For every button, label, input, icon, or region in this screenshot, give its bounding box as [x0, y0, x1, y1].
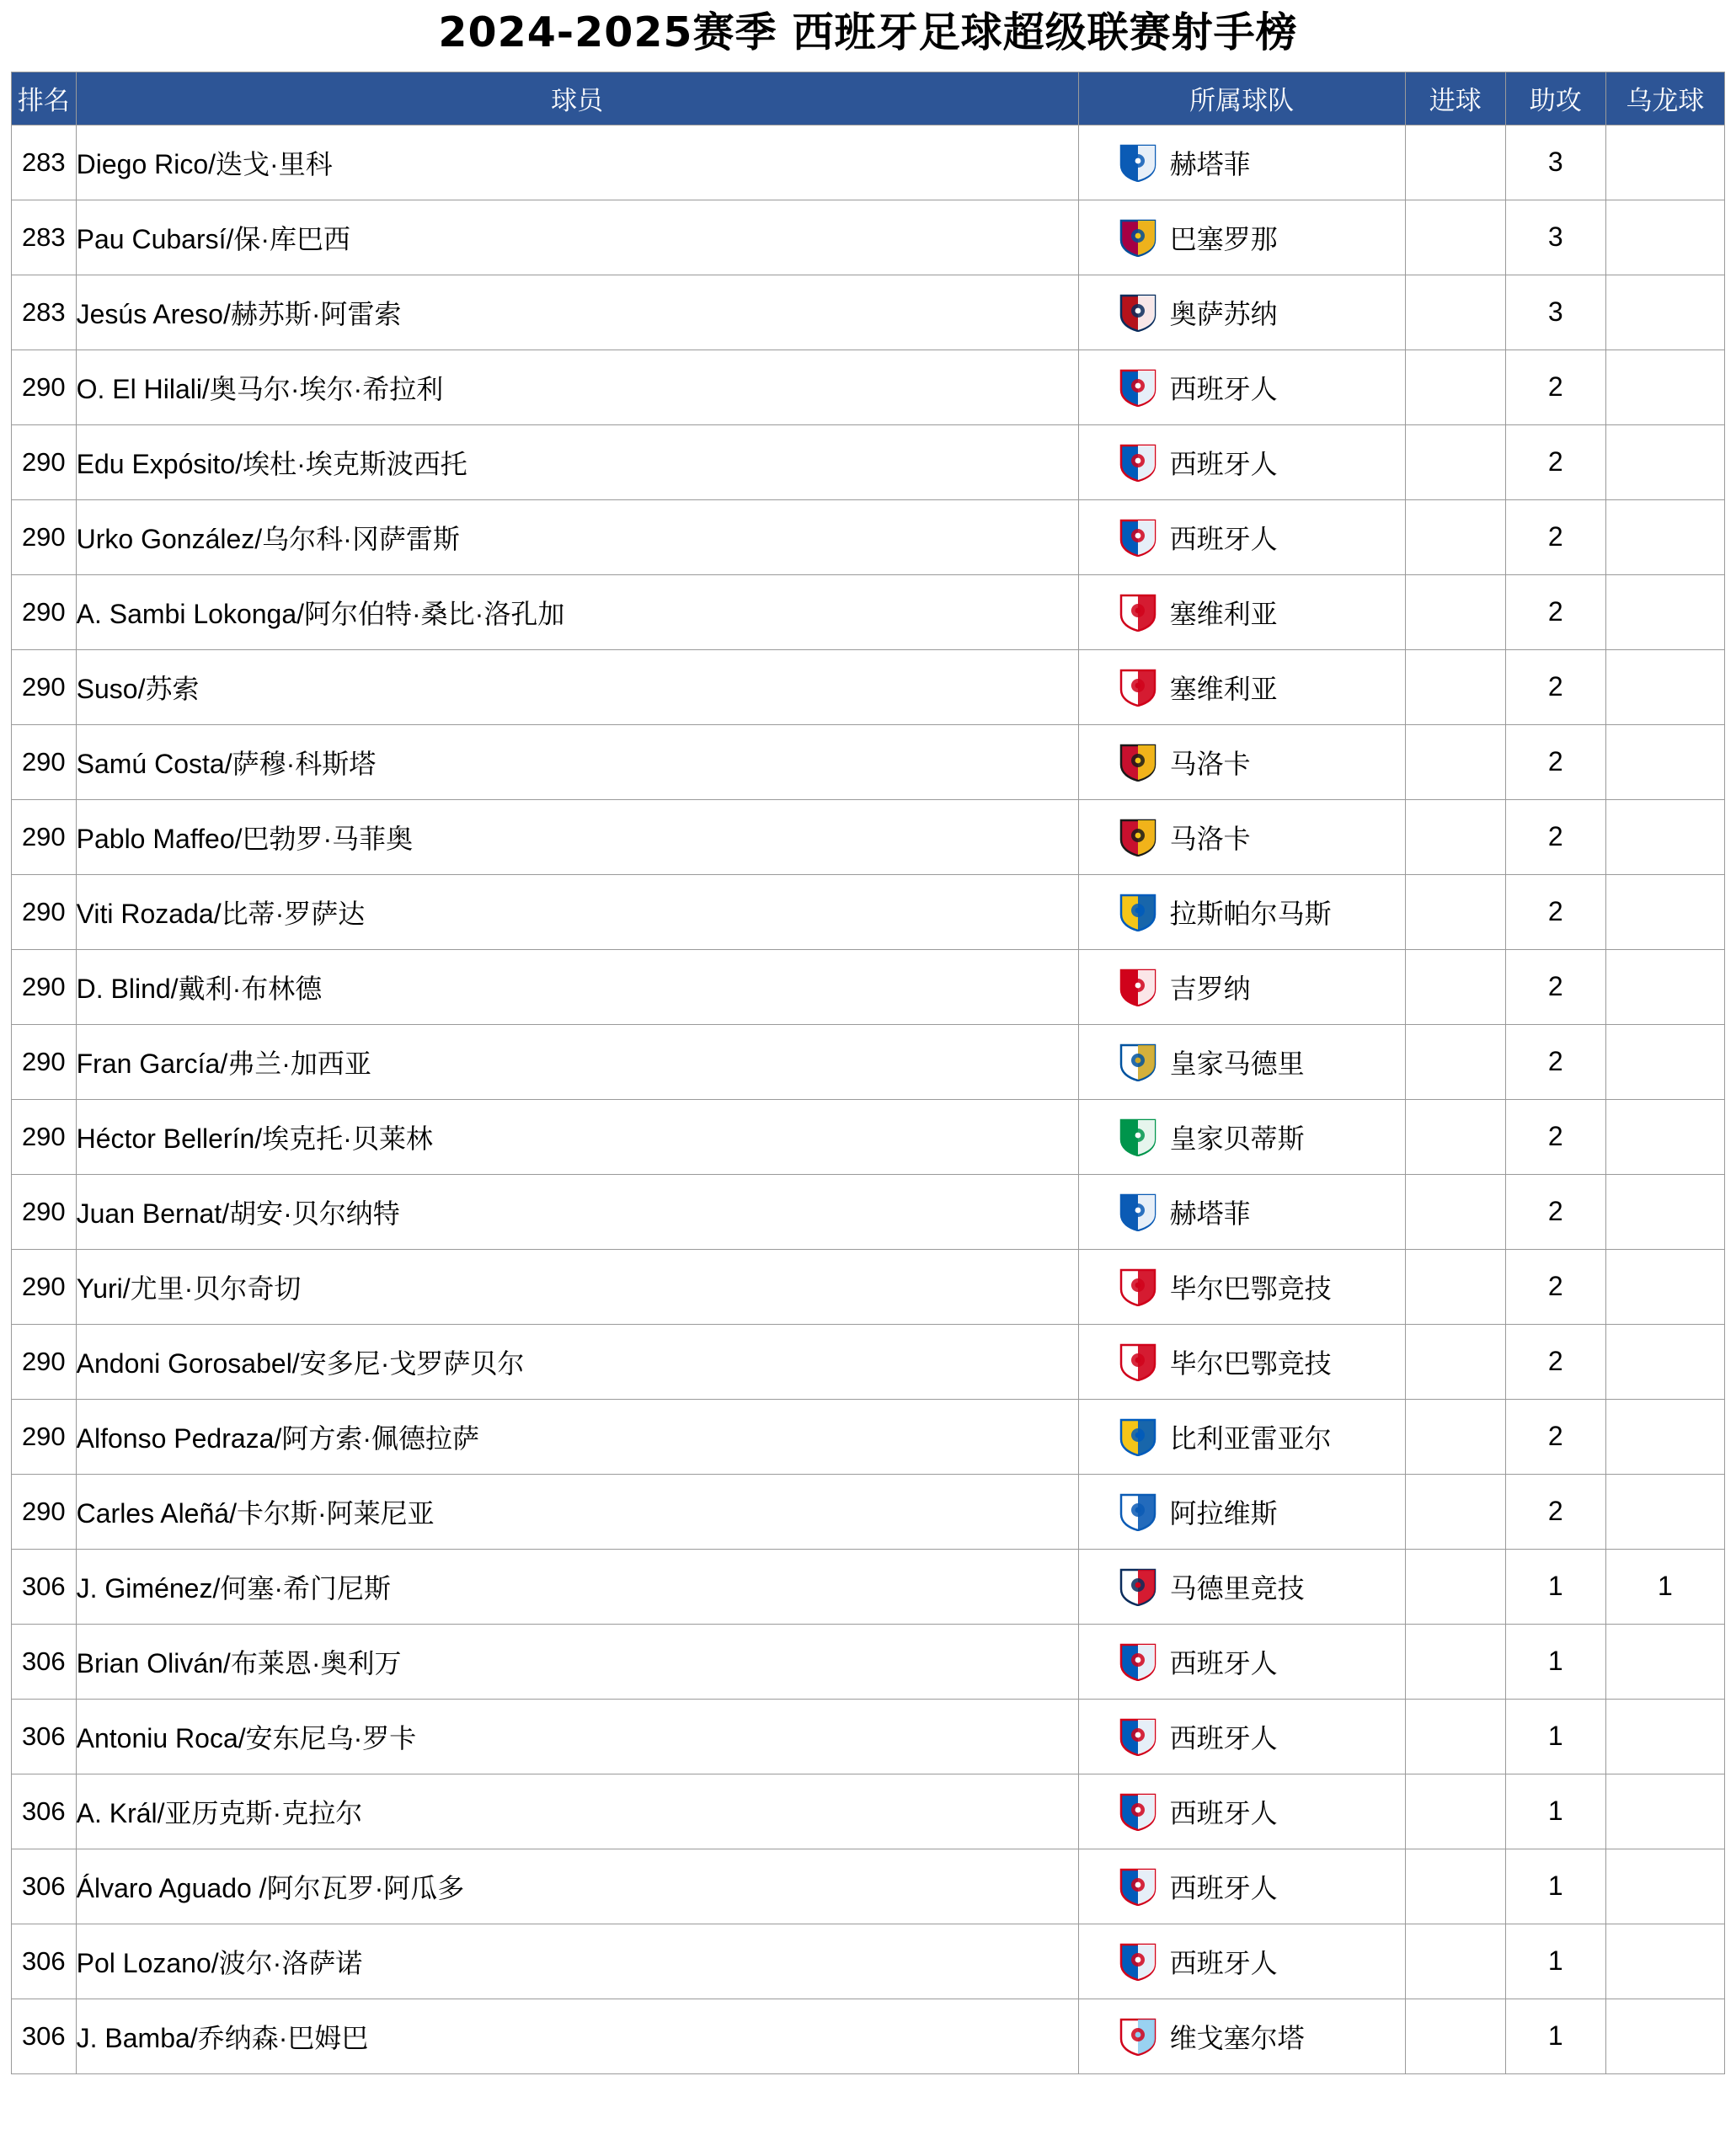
cell-player: A. Sambi Lokonga/阿尔伯特·桑比·洛孔加 — [76, 574, 1078, 649]
column-header-team: 所属球队 — [1078, 72, 1405, 125]
team-crest-icon — [1119, 668, 1156, 707]
cell-assists: 2 — [1505, 1024, 1605, 1099]
cell-team — [1078, 275, 1405, 350]
cell-goals — [1405, 1474, 1505, 1549]
cell-team — [1078, 724, 1405, 799]
cell-rank: 306 — [12, 1849, 77, 1924]
cell-assists: 2 — [1505, 1249, 1605, 1324]
cell-goals — [1405, 949, 1505, 1024]
cell-player: Pau Cubarsí/保·库巴西 — [76, 200, 1078, 275]
cell-player: Samú Costa/萨穆·科斯塔 — [76, 724, 1078, 799]
cell-team — [1078, 1324, 1405, 1399]
team-name: 皇家贝蒂斯 — [1169, 1123, 1305, 1154]
cell-player: Alfonso Pedraza/阿方索·佩德拉萨 — [76, 1399, 1078, 1474]
cell-player: Pablo Maffeo/巴勃罗·马菲奥 — [76, 799, 1078, 874]
cell-assists: 2 — [1505, 649, 1605, 724]
cell-own-goals — [1605, 1024, 1724, 1099]
cell-rank: 283 — [12, 200, 77, 275]
cell-own-goals — [1605, 1699, 1724, 1774]
cell-player: D. Blind/戴利·布林德 — [76, 949, 1078, 1024]
table-row — [12, 1099, 1725, 1174]
table-row — [12, 649, 1725, 724]
cell-goals — [1405, 1324, 1505, 1399]
cell-player: Héctor Bellerín/埃克托·贝莱林 — [76, 1099, 1078, 1174]
cell-own-goals — [1605, 1399, 1724, 1474]
table-header-row — [12, 72, 1725, 125]
cell-goals — [1405, 799, 1505, 874]
cell-player: J. Giménez/何塞·希门尼斯 — [76, 1549, 1078, 1624]
table-row — [12, 200, 1725, 275]
cell-own-goals — [1605, 574, 1724, 649]
table-row — [12, 275, 1725, 350]
team-name: 奥萨苏纳 — [1169, 298, 1278, 329]
table-row — [12, 1849, 1725, 1924]
cell-goals — [1405, 125, 1505, 200]
cell-goals — [1405, 724, 1505, 799]
cell-own-goals — [1605, 949, 1724, 1024]
cell-goals — [1405, 1549, 1505, 1624]
cell-assists: 2 — [1505, 1099, 1605, 1174]
table-row — [12, 350, 1725, 424]
cell-team — [1078, 350, 1405, 424]
cell-assists: 2 — [1505, 424, 1605, 499]
cell-team — [1078, 200, 1405, 275]
cell-rank: 306 — [12, 1924, 77, 1999]
cell-rank: 290 — [12, 1399, 77, 1474]
cell-player: Viti Rozada/比蒂·罗萨达 — [76, 874, 1078, 949]
table-row — [12, 1474, 1725, 1549]
team-crest-icon — [1119, 1867, 1156, 1906]
team-crest-icon — [1119, 968, 1156, 1006]
cell-player: Edu Expósito/埃杜·埃克斯波西托 — [76, 424, 1078, 499]
cell-goals — [1405, 1174, 1505, 1249]
cell-assists: 2 — [1505, 799, 1605, 874]
team-crest-icon — [1119, 1642, 1156, 1681]
team-name: 拉斯帕尔马斯 — [1169, 898, 1332, 929]
cell-goals — [1405, 1999, 1505, 2073]
cell-assists: 1 — [1505, 1849, 1605, 1924]
team-name: 西班牙人 — [1169, 523, 1278, 554]
table-row — [12, 1399, 1725, 1474]
column-header-assists: 助攻 — [1505, 72, 1605, 125]
cell-rank: 290 — [12, 574, 77, 649]
team-crest-icon — [1119, 1492, 1156, 1531]
team-crest-icon — [1119, 293, 1156, 332]
team-name: 西班牙人 — [1169, 373, 1278, 404]
cell-rank: 290 — [12, 949, 77, 1024]
cell-goals — [1405, 574, 1505, 649]
cell-rank: 290 — [12, 350, 77, 424]
cell-own-goals — [1605, 1624, 1724, 1699]
cell-assists: 2 — [1505, 1324, 1605, 1399]
team-name: 赫塔菲 — [1169, 148, 1251, 179]
team-crest-icon — [1119, 1193, 1156, 1231]
cell-own-goals — [1605, 799, 1724, 874]
team-crest-icon — [1119, 818, 1156, 857]
cell-rank: 290 — [12, 1324, 77, 1399]
table-row — [12, 1249, 1725, 1324]
cell-assists: 3 — [1505, 275, 1605, 350]
cell-team — [1078, 1399, 1405, 1474]
cell-goals — [1405, 1024, 1505, 1099]
cell-own-goals — [1605, 874, 1724, 949]
team-crest-icon — [1119, 1567, 1156, 1606]
cell-player: Fran García/弗兰·加西亚 — [76, 1024, 1078, 1099]
cell-rank: 290 — [12, 799, 77, 874]
cell-rank: 290 — [12, 724, 77, 799]
cell-player: Urko González/乌尔科·冈萨雷斯 — [76, 499, 1078, 574]
table-row — [12, 874, 1725, 949]
cell-assists: 2 — [1505, 1399, 1605, 1474]
cell-goals — [1405, 350, 1505, 424]
cell-rank: 290 — [12, 1474, 77, 1549]
cell-team — [1078, 649, 1405, 724]
team-name: 西班牙人 — [1169, 1947, 1278, 1978]
cell-assists: 2 — [1505, 874, 1605, 949]
team-crest-icon — [1119, 1118, 1156, 1156]
table-body — [12, 125, 1725, 2073]
cell-rank: 283 — [12, 275, 77, 350]
cell-own-goals — [1605, 1324, 1724, 1399]
team-crest-icon — [1119, 218, 1156, 257]
cell-goals — [1405, 1099, 1505, 1174]
column-header-rank: 排名 — [12, 72, 77, 125]
cell-team — [1078, 1174, 1405, 1249]
table-row — [12, 1174, 1725, 1249]
table-row — [12, 1999, 1725, 2073]
team-name: 马德里竞技 — [1169, 1572, 1305, 1604]
cell-assists: 2 — [1505, 499, 1605, 574]
cell-own-goals — [1605, 649, 1724, 724]
table-row — [12, 499, 1725, 574]
cell-own-goals — [1605, 1924, 1724, 1999]
team-crest-icon — [1119, 1043, 1156, 1081]
table-row — [12, 1774, 1725, 1849]
cell-rank: 290 — [12, 649, 77, 724]
cell-assists: 1 — [1505, 1774, 1605, 1849]
table-row — [12, 125, 1725, 200]
cell-team — [1078, 1624, 1405, 1699]
cell-rank: 290 — [12, 424, 77, 499]
cell-own-goals — [1605, 350, 1724, 424]
team-crest-icon — [1119, 1417, 1156, 1456]
cell-team — [1078, 499, 1405, 574]
cell-assists: 2 — [1505, 574, 1605, 649]
cell-team — [1078, 574, 1405, 649]
cell-player: Juan Bernat/胡安·贝尔纳特 — [76, 1174, 1078, 1249]
cell-own-goals — [1605, 1099, 1724, 1174]
team-crest-icon — [1119, 593, 1156, 632]
cell-own-goals — [1605, 1174, 1724, 1249]
cell-assists: 1 — [1505, 1624, 1605, 1699]
team-name: 西班牙人 — [1169, 1797, 1278, 1828]
cell-team — [1078, 424, 1405, 499]
team-crest-icon — [1119, 1342, 1156, 1381]
cell-assists: 1 — [1505, 1924, 1605, 1999]
cell-rank: 283 — [12, 125, 77, 200]
cell-team — [1078, 1699, 1405, 1774]
cell-team — [1078, 125, 1405, 200]
cell-team — [1078, 874, 1405, 949]
cell-goals — [1405, 1399, 1505, 1474]
cell-goals — [1405, 874, 1505, 949]
table-row — [12, 799, 1725, 874]
cell-rank: 290 — [12, 1174, 77, 1249]
cell-rank: 306 — [12, 1624, 77, 1699]
column-header-goals: 进球 — [1405, 72, 1505, 125]
team-name: 吉罗纳 — [1169, 973, 1251, 1004]
cell-goals — [1405, 424, 1505, 499]
team-crest-icon — [1119, 2017, 1156, 2056]
cell-own-goals — [1605, 125, 1724, 200]
team-name: 马洛卡 — [1169, 748, 1251, 779]
cell-rank: 290 — [12, 1249, 77, 1324]
cell-own-goals — [1605, 1849, 1724, 1924]
cell-player: Pol Lozano/波尔·洛萨诺 — [76, 1924, 1078, 1999]
cell-team — [1078, 1774, 1405, 1849]
team-crest-icon — [1119, 443, 1156, 482]
cell-team — [1078, 799, 1405, 874]
cell-assists: 1 — [1505, 1999, 1605, 2073]
cell-team — [1078, 1024, 1405, 1099]
cell-goals — [1405, 649, 1505, 724]
cell-rank: 306 — [12, 1549, 77, 1624]
cell-player: Carles Aleñá/卡尔斯·阿莱尼亚 — [76, 1474, 1078, 1549]
team-crest-icon — [1119, 743, 1156, 782]
cell-team — [1078, 1249, 1405, 1324]
cell-assists: 2 — [1505, 949, 1605, 1024]
team-name: 西班牙人 — [1169, 448, 1278, 479]
cell-own-goals — [1605, 200, 1724, 275]
cell-player: A. Král/亚历克斯·克拉尔 — [76, 1774, 1078, 1849]
team-crest-icon — [1119, 1792, 1156, 1831]
cell-goals — [1405, 200, 1505, 275]
cell-team — [1078, 1924, 1405, 1999]
cell-own-goals — [1605, 424, 1724, 499]
cell-own-goals — [1605, 1249, 1724, 1324]
cell-player: Álvaro Aguado /阿尔瓦罗·阿瓜多 — [76, 1849, 1078, 1924]
cell-rank: 290 — [12, 1099, 77, 1174]
column-header-own-goals: 乌龙球 — [1605, 72, 1724, 125]
cell-own-goals: 1 — [1605, 1549, 1724, 1624]
team-name: 赫塔菲 — [1169, 1198, 1251, 1229]
cell-player: Antoniu Roca/安东尼乌·罗卡 — [76, 1699, 1078, 1774]
cell-player: Jesús Areso/赫苏斯·阿雷索 — [76, 275, 1078, 350]
team-crest-icon — [1119, 1267, 1156, 1306]
cell-rank: 290 — [12, 874, 77, 949]
cell-team — [1078, 1099, 1405, 1174]
table-row — [12, 724, 1725, 799]
team-name: 皇家马德里 — [1169, 1048, 1305, 1079]
cell-player: Andoni Gorosabel/安多尼·戈罗萨贝尔 — [76, 1324, 1078, 1399]
cell-own-goals — [1605, 275, 1724, 350]
team-name: 塞维利亚 — [1169, 598, 1278, 629]
cell-rank: 290 — [12, 499, 77, 574]
team-crest-icon — [1119, 368, 1156, 407]
cell-goals — [1405, 1624, 1505, 1699]
team-name: 阿拉维斯 — [1169, 1497, 1278, 1529]
cell-player: J. Bamba/乔纳森·巴姆巴 — [76, 1999, 1078, 2073]
cell-own-goals — [1605, 499, 1724, 574]
table-row — [12, 1549, 1725, 1624]
cell-player: Yuri/尤里·贝尔奇切 — [76, 1249, 1078, 1324]
cell-own-goals — [1605, 1474, 1724, 1549]
cell-assists: 2 — [1505, 350, 1605, 424]
team-name: 西班牙人 — [1169, 1722, 1278, 1753]
cell-own-goals — [1605, 1774, 1724, 1849]
cell-assists: 3 — [1505, 200, 1605, 275]
table-row — [12, 1924, 1725, 1999]
team-name: 马洛卡 — [1169, 823, 1251, 854]
team-crest-icon — [1119, 143, 1156, 182]
cell-player: O. El Hilali/奥马尔·埃尔·希拉利 — [76, 350, 1078, 424]
cell-assists: 3 — [1505, 125, 1605, 200]
team-name: 比利亚雷亚尔 — [1169, 1422, 1332, 1454]
cell-rank: 306 — [12, 1774, 77, 1849]
table-row — [12, 949, 1725, 1024]
cell-rank: 306 — [12, 1999, 77, 2073]
cell-player: Diego Rico/迭戈·里科 — [76, 125, 1078, 200]
cell-goals — [1405, 1924, 1505, 1999]
cell-assists: 2 — [1505, 1474, 1605, 1549]
cell-goals — [1405, 1249, 1505, 1324]
cell-team — [1078, 949, 1405, 1024]
table-row — [12, 574, 1725, 649]
cell-assists: 1 — [1505, 1549, 1605, 1624]
column-header-player: 球员 — [76, 72, 1078, 125]
team-name: 塞维利亚 — [1169, 673, 1278, 704]
cell-goals — [1405, 499, 1505, 574]
table-row — [12, 1699, 1725, 1774]
cell-goals — [1405, 1699, 1505, 1774]
table-row — [12, 1024, 1725, 1099]
cell-own-goals — [1605, 1999, 1724, 2073]
cell-assists: 1 — [1505, 1699, 1605, 1774]
table-row — [12, 1324, 1725, 1399]
page-title: 2024-2025赛季 西班牙足球超级联赛射手榜 — [438, 8, 1298, 56]
cell-rank: 290 — [12, 1024, 77, 1099]
cell-own-goals — [1605, 724, 1724, 799]
team-crest-icon — [1119, 1942, 1156, 1981]
cell-goals — [1405, 1774, 1505, 1849]
cell-player: Brian Oliván/布莱恩·奥利万 — [76, 1624, 1078, 1699]
team-crest-icon — [1119, 518, 1156, 557]
table-row — [12, 1624, 1725, 1699]
cell-team — [1078, 1849, 1405, 1924]
table-row — [12, 424, 1725, 499]
cell-goals — [1405, 1849, 1505, 1924]
scorer-standings-table — [11, 72, 1725, 2074]
team-name: 西班牙人 — [1169, 1647, 1278, 1678]
cell-team — [1078, 1474, 1405, 1549]
cell-team — [1078, 1549, 1405, 1624]
cell-team — [1078, 1999, 1405, 2073]
team-crest-icon — [1119, 893, 1156, 931]
team-name: 毕尔巴鄂竞技 — [1169, 1348, 1332, 1379]
cell-goals — [1405, 275, 1505, 350]
team-name: 巴塞罗那 — [1169, 223, 1278, 254]
cell-rank: 306 — [12, 1699, 77, 1774]
team-name: 维戈塞尔塔 — [1169, 2022, 1305, 2053]
cell-assists: 2 — [1505, 1174, 1605, 1249]
cell-assists: 2 — [1505, 724, 1605, 799]
team-name: 西班牙人 — [1169, 1872, 1278, 1903]
team-name: 毕尔巴鄂竞技 — [1169, 1273, 1332, 1304]
cell-player: Suso/苏索 — [76, 649, 1078, 724]
team-crest-icon — [1119, 1717, 1156, 1756]
